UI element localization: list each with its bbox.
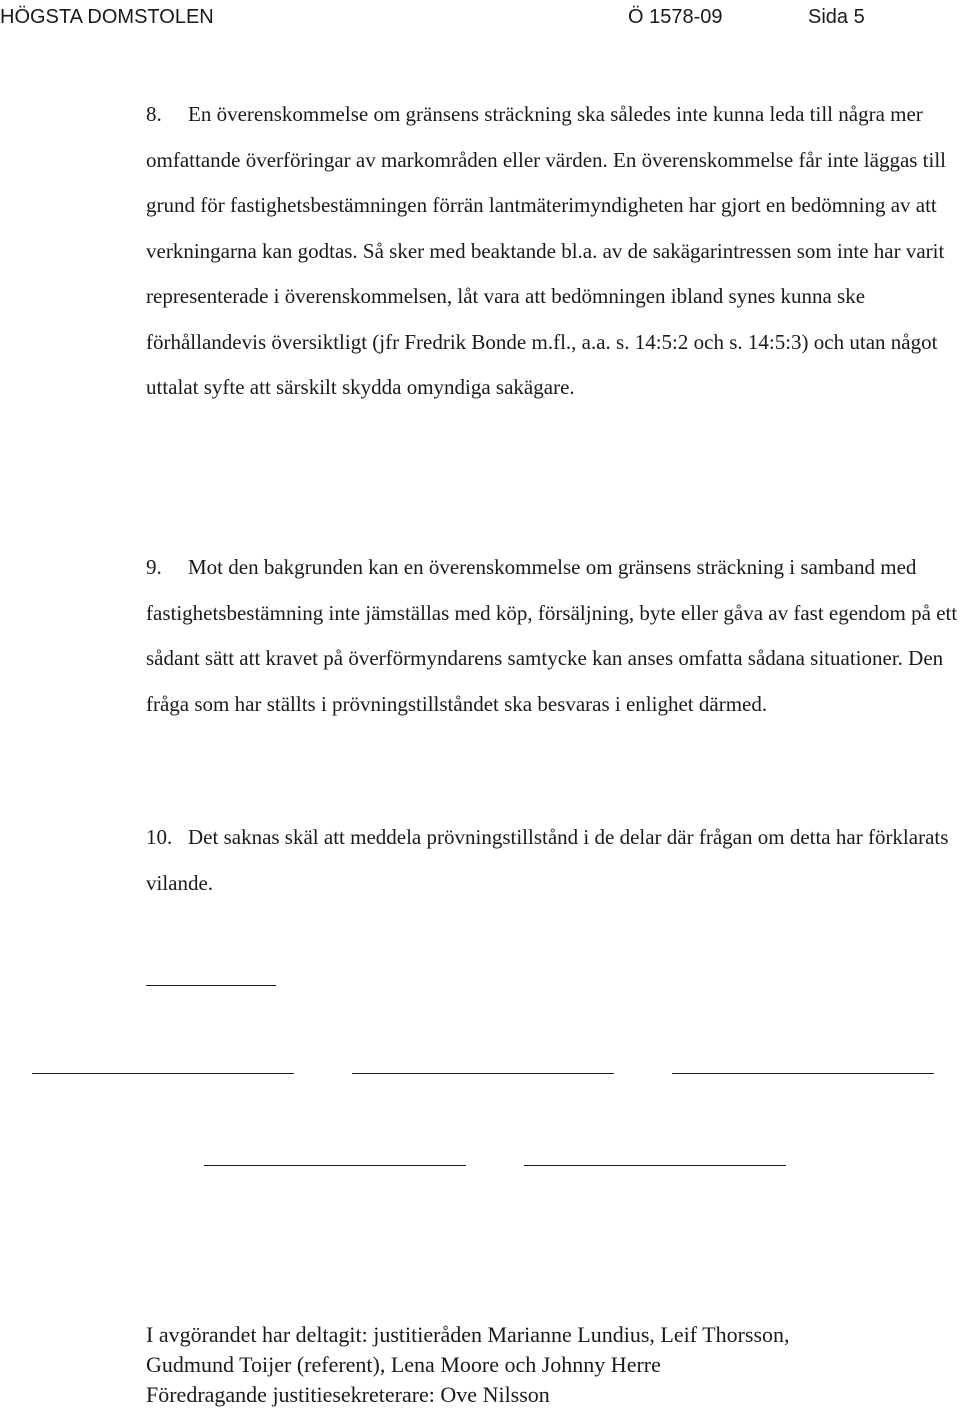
- participants-line-2: Gudmund Toijer (referent), Lena Moore och Johnny Herre: [146, 1352, 661, 1377]
- participants-note: [146, 1320, 958, 1410]
- rapporteur-line: Föredragande justitiesekreterare: Ove Nilsson: [146, 1382, 550, 1407]
- paragraph-number: 10.: [146, 825, 173, 849]
- signature-line: [524, 1165, 786, 1166]
- signature-line: [352, 1073, 614, 1074]
- paragraph-text: Mot den bakgrunden kan en överenskommelse om gränsens sträckning i samband med fastighetsbestämning inte jämställas med köp, försäljning, byte eller gåva av fast egendom på ett sådant sätt att kravet på överförmyndarens samtycke kan anses omfatta sådana situationer. Den fråga som har ställts i prövningstillståndet ska besvaras i enlighet därmed.: [146, 555, 958, 716]
- participants-line-1: I avgörandet har deltagit: justitieråden Marianne Lundius, Leif Thorsson,: [146, 1322, 790, 1347]
- case-number: Ö 1578-09: [628, 6, 723, 28]
- page-header: [0, 4, 960, 30]
- paragraph-10: [146, 815, 958, 906]
- signature-line: [204, 1165, 466, 1166]
- separator-line: [146, 985, 276, 986]
- court-name: HÖGSTA DOMSTOLEN: [0, 6, 214, 28]
- signature-line: [672, 1073, 934, 1074]
- page-number: Sida 5: [808, 6, 865, 28]
- paragraph-8: [146, 92, 958, 411]
- paragraph-number: 9.: [146, 555, 162, 579]
- signature-line: [32, 1073, 294, 1074]
- paragraph-text: En överenskommelse om gränsens sträckning ska således inte kunna leda till några mer omfattande överföringar av markområden eller värden. En överenskommelse får inte läggas till grund för fastighetsbestämningen förrän lantmäterimyndigheten har gjort en bedömning av att verkningarna kan godtas. Så sker med beaktande bl.a. av de sakägarintressen som inte har varit representerade i överenskommelsen, låt vara att bedömningen ibland synes kunna ske förhållandevis översiktligt (jfr Fredrik Bonde m.fl., a.a. s. 14:5:2 och s. 14:5:3) och utan något uttalat syfte att särskilt skydda omyndiga sakägare.: [146, 102, 947, 399]
- paragraph-number: 8.: [146, 102, 162, 126]
- paragraph-9: [146, 545, 958, 727]
- paragraph-text: Det saknas skäl att meddela prövningstillstånd i de delar där frågan om detta har förklarats vilande.: [146, 825, 949, 895]
